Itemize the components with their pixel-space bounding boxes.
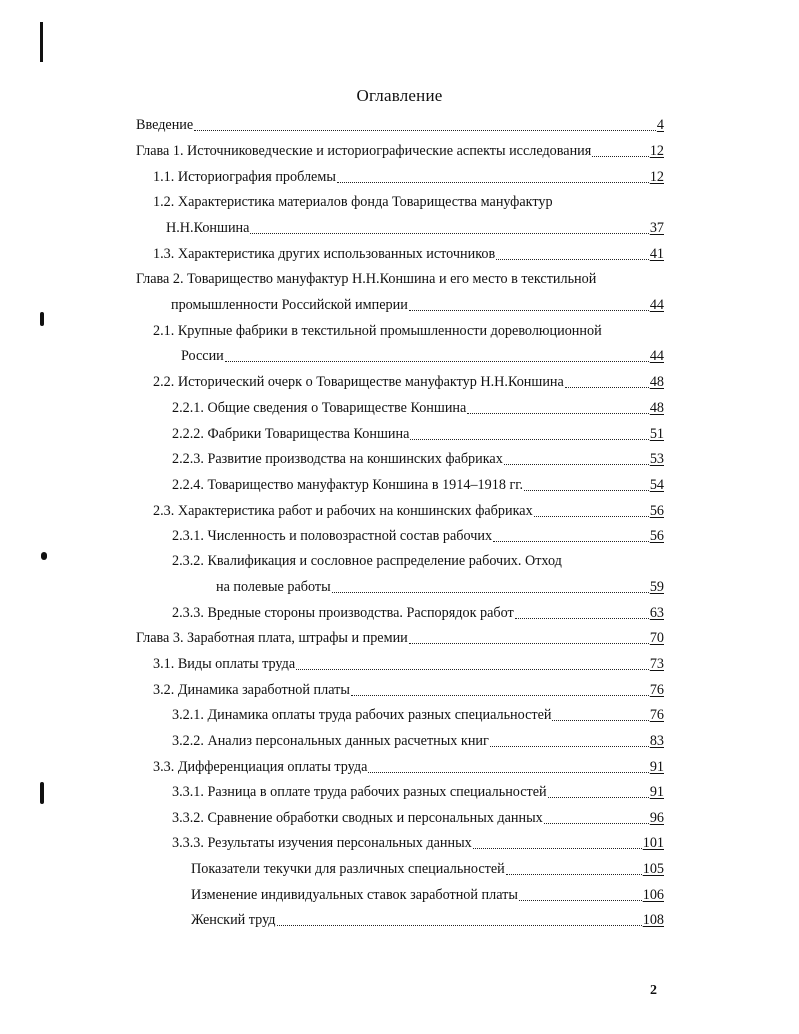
- toc-entry[interactable]: [172, 476, 664, 494]
- toc-leader-dots: [409, 643, 649, 644]
- toc-entry[interactable]: [153, 245, 664, 263]
- toc-entry[interactable]: [191, 886, 664, 904]
- toc-leader-dots: [473, 848, 642, 849]
- toc-leader-dots: [496, 259, 649, 260]
- toc-entry-title: 1.1. Историография проблемы: [153, 169, 336, 185]
- toc-leader-dots: [504, 464, 649, 465]
- toc-entry[interactable]: [153, 502, 664, 520]
- toc-entry-title: 2.3.1. Численность и половозрастной состав рабочих: [172, 528, 493, 544]
- toc-entry-page: 56: [649, 528, 664, 544]
- toc-leader-dots: [194, 130, 656, 131]
- toc-entry-title: 3.2.1. Динамика оплаты труда рабочих разных специальностей: [172, 707, 552, 723]
- toc-leader-dots: [368, 772, 648, 773]
- scan-artifact: [40, 782, 44, 804]
- page-number: 2: [650, 983, 657, 998]
- toc-leader-dots: [544, 823, 649, 824]
- toc-entry-page: 91: [649, 784, 664, 800]
- toc-entry-title: России: [181, 348, 224, 364]
- toc-entry-title: 2.2.3. Развитие производства на коншинских фабриках: [172, 451, 503, 467]
- toc-entry-title: 3.3.2. Сравнение обработки сводных и персональных данных: [172, 810, 543, 826]
- toc-entry[interactable]: [171, 296, 664, 314]
- toc-entry-title: Введение: [136, 117, 194, 133]
- toc-entry-page: 44: [649, 348, 664, 364]
- toc-entry-page: 91: [649, 759, 664, 775]
- toc-entry-page: 4: [656, 117, 664, 133]
- page-title: Оглавление: [356, 86, 443, 105]
- toc-entry-title: 2.3. Характеристика работ и рабочих на коншинских фабриках: [153, 503, 533, 519]
- toc-entry[interactable]: [172, 399, 664, 417]
- toc-entry-title: промышленности Российской империи: [171, 297, 408, 313]
- toc-entry-page: 101: [642, 835, 664, 851]
- toc-entry[interactable]: [191, 860, 664, 878]
- toc-leader-dots: [337, 182, 649, 183]
- toc-entry-title: 1.3. Характеристика других использованных источников: [153, 246, 496, 262]
- toc-entry-title: 2.2.1. Общие сведения о Товариществе Коншина: [172, 400, 467, 416]
- toc-leader-dots: [515, 618, 649, 619]
- toc-entry-page: 12: [649, 143, 664, 159]
- toc-entry-heading-line: Глава 2. Товарищество мануфактур Н.Н.Коншина и его место в текстильной: [136, 271, 597, 287]
- toc-entry-page: 37: [649, 220, 664, 236]
- toc-leader-dots: [332, 592, 649, 593]
- toc-leader-dots: [250, 233, 648, 234]
- toc-entry-title: 2.2.4. Товарищество мануфактур Коншина в 1914–1918 гг.: [172, 477, 524, 493]
- toc-leader-dots: [410, 439, 648, 440]
- toc-leader-dots: [351, 695, 649, 696]
- toc-entry-title: 2.3.3. Вредные стороны производства. Распорядок работ: [172, 605, 514, 621]
- toc-entry-title: 2.2. Исторический очерк о Товариществе мануфактур Н.Н.Коншина: [153, 374, 564, 390]
- toc-leader-dots: [493, 541, 649, 542]
- toc-entry-page: 12: [649, 169, 664, 185]
- toc-entry-page: 96: [649, 810, 664, 826]
- toc-entry-page: 48: [649, 374, 664, 390]
- toc-entry-page: 41: [649, 246, 664, 262]
- toc-entry-title: 3.2.2. Анализ персональных данных расчетных книг: [172, 733, 489, 749]
- toc-entry[interactable]: [216, 578, 664, 596]
- toc-leader-dots: [552, 720, 648, 721]
- toc-entry-page: 54: [649, 477, 664, 493]
- toc-entry-title: Н.Н.Коншина: [166, 220, 250, 236]
- toc-entry[interactable]: [136, 116, 664, 134]
- toc-entry-title: Показатели текучки для различных специальностей: [191, 861, 505, 877]
- scan-artifact: [41, 552, 47, 560]
- toc-leader-dots: [225, 361, 649, 362]
- toc-entry[interactable]: [136, 629, 664, 647]
- toc-entry[interactable]: [181, 347, 664, 365]
- toc-entry-title: Женский труд: [191, 912, 276, 928]
- toc-entry[interactable]: [136, 142, 664, 160]
- toc-entry-page: 53: [649, 451, 664, 467]
- toc-entry-page: 83: [649, 733, 664, 749]
- toc-entry-title: 3.3.1. Разница в оплате труда рабочих разных специальностей: [172, 784, 547, 800]
- toc-entry-page: 106: [642, 887, 664, 903]
- toc-leader-dots: [490, 746, 649, 747]
- toc-entry-page: 59: [649, 579, 664, 595]
- toc-entry-title: 3.2. Динамика заработной платы: [153, 682, 350, 698]
- toc-entry-page: 48: [649, 400, 664, 416]
- toc-leader-dots: [548, 797, 649, 798]
- toc-entry-page: 51: [649, 426, 664, 442]
- scan-artifact: [40, 22, 43, 62]
- scan-artifact: [40, 312, 44, 326]
- toc-entry-page: 70: [649, 630, 664, 646]
- toc-entry[interactable]: [153, 655, 664, 673]
- toc-entry[interactable]: [172, 783, 664, 801]
- toc-entry-title: 3.1. Виды оплаты труда: [153, 656, 296, 672]
- toc-entry[interactable]: [153, 681, 664, 699]
- toc-entry-title: 3.3. Дифференциация оплаты труда: [153, 759, 368, 775]
- toc-entry-heading-line: 2.3.2. Квалификация и сословное распределение рабочих. Отход: [172, 553, 562, 569]
- toc-entry[interactable]: [153, 373, 664, 391]
- toc-entry[interactable]: [172, 732, 664, 750]
- toc-entry[interactable]: [172, 809, 664, 827]
- toc-entry-page: 105: [642, 861, 664, 877]
- toc-entry[interactable]: [172, 425, 664, 443]
- toc-leader-dots: [506, 874, 642, 875]
- toc-entry[interactable]: [166, 219, 664, 237]
- toc-leader-dots: [296, 669, 649, 670]
- toc-entry[interactable]: [172, 450, 664, 468]
- toc-entry-page: 56: [649, 503, 664, 519]
- toc-entry-title: 3.3.3. Результаты изучения персональных данных: [172, 835, 472, 851]
- toc-entry-heading-line: 1.2. Характеристика материалов фонда Товарищества мануфактур: [153, 194, 553, 210]
- toc-entry[interactable]: [172, 604, 664, 622]
- toc-leader-dots: [467, 413, 649, 414]
- toc-entry[interactable]: [172, 527, 664, 545]
- toc-entry-title: Изменение индивидуальных ставок заработной платы: [191, 887, 518, 903]
- toc-entry[interactable]: [153, 758, 664, 776]
- toc-leader-dots: [565, 387, 649, 388]
- toc-entry[interactable]: [172, 706, 664, 724]
- toc-leader-dots: [592, 156, 649, 157]
- toc-leader-dots: [524, 490, 649, 491]
- toc-entry[interactable]: [153, 168, 664, 186]
- toc-entry-page: 63: [649, 605, 664, 621]
- toc-entry-title: на полевые работы: [216, 579, 331, 595]
- toc-entry-heading-line: 2.1. Крупные фабрики в текстильной промышленности дореволюционной: [153, 323, 602, 339]
- toc-entry-page: 76: [649, 707, 664, 723]
- toc-entry-page: 73: [649, 656, 664, 672]
- toc-entry-title: Глава 3. Заработная плата, штрафы и премии: [136, 630, 408, 646]
- toc-entry-page: 108: [642, 912, 664, 928]
- toc-entry-page: 76: [649, 682, 664, 698]
- toc-leader-dots: [277, 925, 642, 926]
- toc-entry-title: Глава 1. Источниковедческие и историографические аспекты исследования: [136, 143, 592, 159]
- toc-entry-title: 2.2.2. Фабрики Товарищества Коншина: [172, 426, 410, 442]
- toc-leader-dots: [409, 310, 649, 311]
- toc-entry[interactable]: [191, 911, 664, 929]
- toc-leader-dots: [519, 900, 642, 901]
- toc-entry[interactable]: [172, 834, 664, 852]
- toc-leader-dots: [534, 516, 649, 517]
- toc-entry-page: 44: [649, 297, 664, 313]
